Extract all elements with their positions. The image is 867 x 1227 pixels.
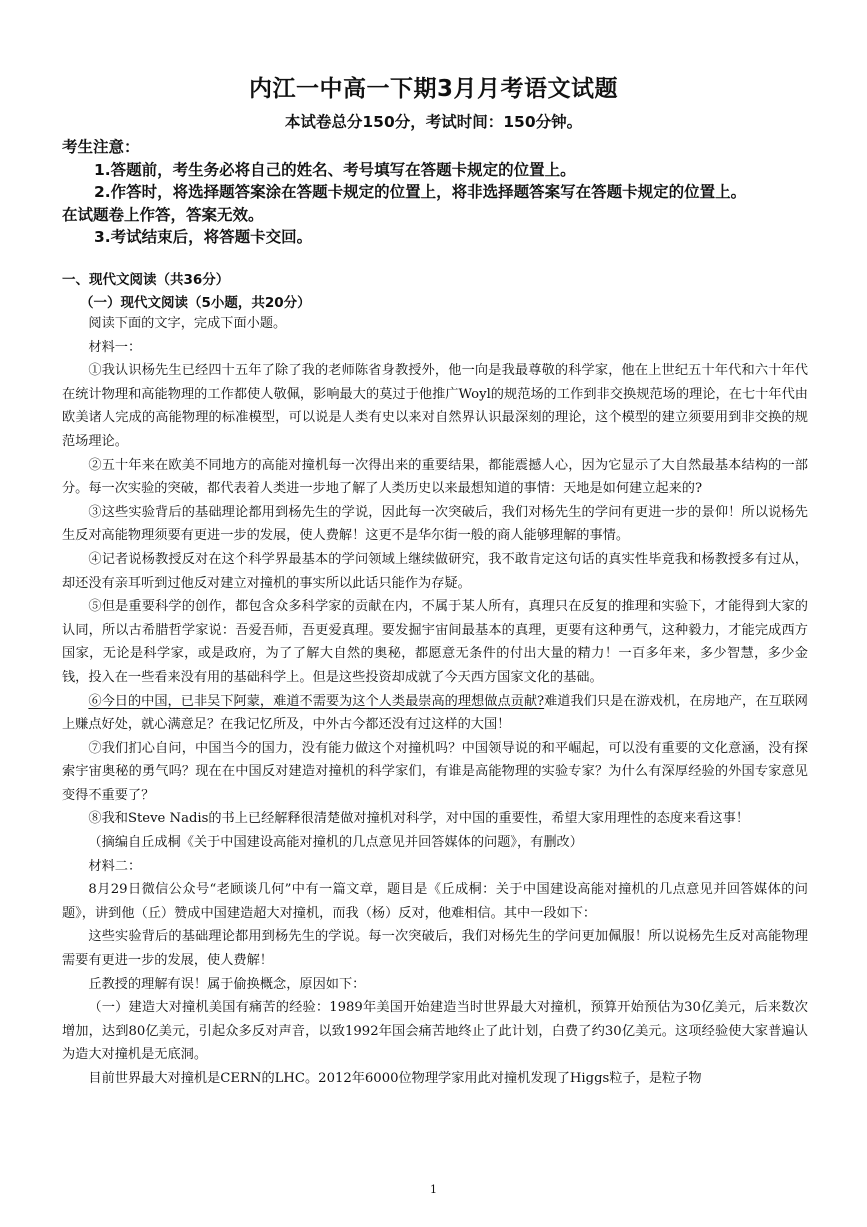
paragraph: （一）建造大对撞机美国有痛苦的经验：1989年美国开始建造当时世界最大对撞机，预算开始预估为30亿美元，后来数次增加，达到80亿美元，引起众多反对声音，以致1992年国会痛苦地终止了此计划，白费了约30亿美元。这项经验使大家普遍认为造大对撞机是无底洞。 — [62, 1000, 808, 1063]
section-heading: 一、现代文阅读（共36分） — [62, 272, 230, 288]
source-citation: （摘编自丘成桐《关于中国建设高能对撞机的几点意见并回答媒体的问题》，有删改） — [88, 835, 583, 851]
paragraph: ⑦我们扪心自问，中国当今的国力，没有能力做这个对撞机吗？中国领导说的和平崛起，可以没有重要的文化意涵，没有探索宇宙奥秘的勇气吗？现在在中国反对建造对撞机的科学家们，有谁是高能物理的实验专家？为什么有深厚经验的外国专家意见变得不重要了？ — [62, 740, 808, 803]
paragraph: 8月29日微信公众号“老顾谈几何”中有一篇文章，题目是《丘成桐：关于中国建设高能对撞机的几点意见并回答媒体的问题》，讲到他（丘）赞成中国建造超大对撞机，而我（杨）反对，他难相信。其中一段如下： — [62, 882, 808, 921]
paragraph: 丘教授的理解有误！属于偷换概念，原因如下： — [88, 976, 366, 992]
paragraph: ⑧我和Steve Nadis的书上已经解释很清楚做对撞机对科学，对中国的重要性，希望大家用理性的态度来看这事！ — [88, 811, 750, 827]
paragraph: ③这些实验背后的基础理论都用到杨先生的学说，因此每一次突破后，我们对杨先生的学问有更进一步的景仰！所以说杨先生反对高能物理须要有更进一步的发展，使人费解！这更不是华尔街一般的商人能够理解的事情。 — [62, 504, 808, 544]
paragraph-text: 难道我们只是在游戏机，在房地产，在互联网上赚点好处，就心满意足？在我记忆所及，中外古今都还没有过这样的大国！ — [62, 693, 808, 733]
paragraph — [62, 690, 808, 737]
notice-heading: 考生注意： — [62, 138, 140, 156]
exam-info: 本试卷总分150分，考试时间：150分钟。 — [284, 113, 583, 131]
notice-item: 2.作答时，将选择题答案涂在答题卡规定的位置上，将非选择题答案写在答题卡规定的位置上。 — [94, 183, 747, 201]
instruction: 阅读下面的文字，完成下面小题。 — [88, 316, 287, 331]
paragraph: ②五十年来在欧美不同地方的高能对撞机每一次得出来的重要结果，都能震撼人心，因为它显示了大自然最基本结构的一部分。每一次实验的突破，都代表着人类进一步地了解了人类历史以来最想知道的事情：天地是如何建立起来的? — [62, 457, 808, 497]
material-label: 材料二： — [88, 858, 142, 874]
page-number: 1 — [430, 1183, 437, 1196]
notice-item: 1.答题前，考生务必将自己的姓名、考号填写在答题卡规定的位置上。 — [94, 160, 576, 179]
reading-passage — [62, 312, 808, 1091]
paragraph: ⑤但是重要科学的创作，都包含众多科学家的贡献在内，不属于某人所有，真理只在反复的推理和实验下，才能得到大家的认同，所以古希腊哲学家说：吾爱吾师，吾更爱真理。要发掘宇宙间最基本的真理，更要有这种勇气，这种毅力，才能完成西方国家，无论是科学家，或是政府，为了了解大自然的奥秘，都愿意无条件的付出大量的精力！一百多年来，多少智慧，多少金钱，投入在一些看来没有用的基础科学上。但是这些投资却成就了今天西方国家文化的基础。 — [62, 599, 808, 685]
notice-item: 3.考试结束后，将答题卡交回。 — [94, 228, 313, 246]
paragraph: 目前世界最大对撞机是CERN的LHC。2012年6000位物理学家用此对撞机发现了Higgs粒子，是粒子物 — [88, 1071, 702, 1086]
notice-item-continued: 在试题卷上作答，答案无效。 — [62, 205, 264, 224]
candidate-notice — [62, 136, 822, 249]
paragraph: ④记者说杨教授反对在这个科学界最基本的学问领域上继续做研究，我不敢肯定这句话的真实性毕竟我和杨教授多有过从，却还没有亲耳听到过他反对建立对撞机的事实所以此话只能作为存疑。 — [62, 551, 808, 591]
paragraph: 这些实验背后的基础理论都用到杨先生的学说。每一次突破后，我们对杨先生的学问更加佩服！所以说杨先生反对高能物理需要有更进一步的发展，使人费解！ — [62, 929, 808, 969]
paragraph: ①我认识杨先生已经四十五年了除了我的老师陈省身教授外，他一向是我最尊敬的科学家，他在上世纪五十年代和六十年代在统计物理和高能物理的工作都使人敬佩，影响最大的莫过于他推广Woyl的规范场的工作到非交换规范场的理论，在七十年代由欧美诸人完成的高能物理的标准模型，可以说是人类有史以来对自然界认识最深刻的理论，这个模型的建立须要用到非交换的规范场理论。 — [62, 363, 808, 449]
page-title: 内江一中高一下期3月月考语文试题 — [248, 76, 618, 102]
subsection-heading: （一）现代文阅读（5小题，共20分） — [80, 295, 311, 311]
material-label: 材料一： — [88, 339, 142, 355]
underlined-sentence: ⑥今日的中国，已非吴下阿蒙，难道不需要为这个人类最崇高的理想做点贡献? — [88, 693, 545, 709]
